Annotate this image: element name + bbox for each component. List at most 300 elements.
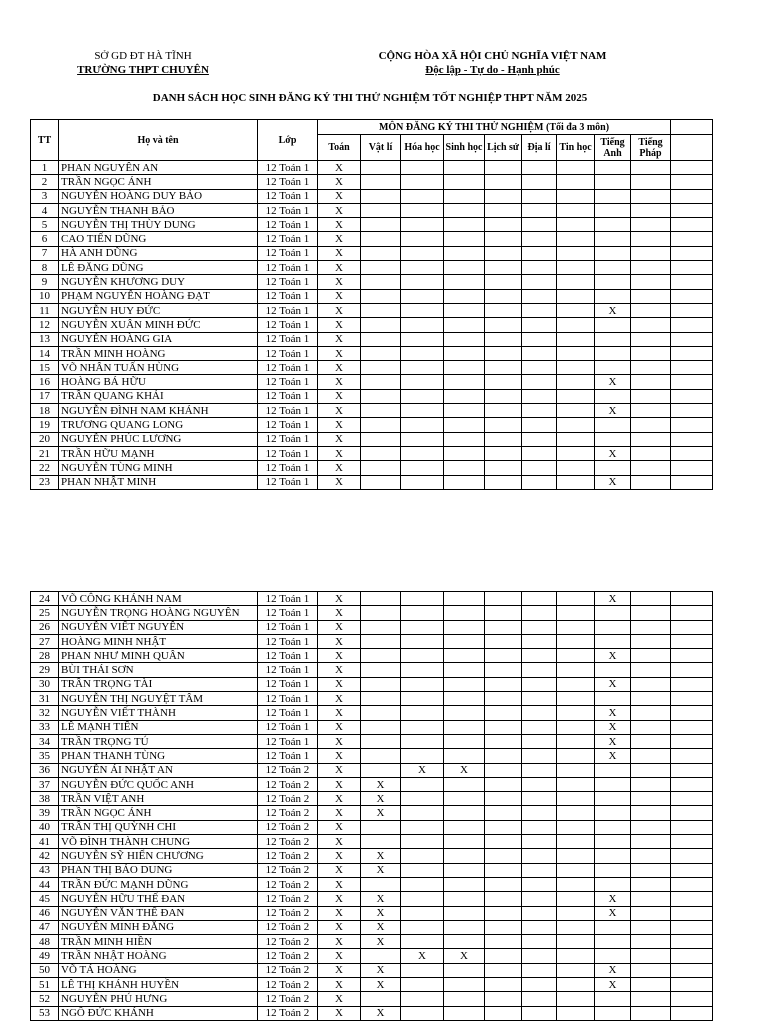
subject-mark-cell: X [318, 318, 361, 332]
subject-mark-cell [444, 246, 485, 260]
subject-mark-cell [401, 806, 444, 820]
table-row [31, 649, 713, 663]
subject-mark-cell [361, 432, 401, 446]
row-number: 16 [31, 375, 59, 389]
subject-mark-cell [557, 203, 595, 217]
subject-mark-cell [522, 820, 557, 834]
extra-cell [671, 446, 713, 460]
subject-mark-cell [485, 763, 522, 777]
subject-mark-cell [557, 189, 595, 203]
subject-mark-cell [631, 820, 671, 834]
student-name: LÊ MẠNH TIẾN [59, 720, 258, 734]
table-row [31, 820, 713, 834]
extra-cell [671, 275, 713, 289]
row-number: 17 [31, 389, 59, 403]
subject-mark-cell [485, 318, 522, 332]
extra-cell [671, 432, 713, 446]
subject-mark-cell [361, 389, 401, 403]
row-number: 28 [31, 649, 59, 663]
student-name: TRƯƠNG QUANG LONG [59, 418, 258, 432]
subject-mark-cell [557, 1006, 595, 1020]
student-name: NGUYỄN THỊ NGUYỆT TÂM [59, 692, 258, 706]
student-class: 12 Toán 2 [258, 835, 318, 849]
subject-mark-cell [631, 849, 671, 863]
table-row [31, 475, 713, 489]
subject-mark-cell [485, 877, 522, 891]
subject-mark-cell [444, 289, 485, 303]
student-name: PHAN THỊ BẢO DUNG [59, 863, 258, 877]
subject-mark-cell [631, 461, 671, 475]
subject-mark-cell [631, 892, 671, 906]
subject-mark-cell [361, 303, 401, 317]
student-class: 12 Toán 1 [258, 432, 318, 446]
table-row [31, 835, 713, 849]
subject-mark-cell [557, 432, 595, 446]
student-class: 12 Toán 1 [258, 677, 318, 691]
student-name: CAO TIẾN DŨNG [59, 232, 258, 246]
subject-mark-cell [522, 620, 557, 634]
student-class: 12 Toán 2 [258, 992, 318, 1006]
row-number: 30 [31, 677, 59, 691]
subject-mark-cell [522, 978, 557, 992]
subject-mark-cell [522, 892, 557, 906]
subject-mark-cell [444, 877, 485, 891]
subject-mark-cell [595, 418, 631, 432]
student-name: TRẦN ĐỨC MẠNH DŨNG [59, 877, 258, 891]
subject-mark-cell: X [318, 375, 361, 389]
subject-mark-cell [401, 820, 444, 834]
issuing-authority [68, 49, 218, 77]
subject-mark-cell [401, 346, 444, 360]
subject-mark-cell: X [318, 906, 361, 920]
table-row [31, 706, 713, 720]
subject-mark-cell [485, 806, 522, 820]
table-row [31, 203, 713, 217]
subject-mark-cell [631, 963, 671, 977]
extra-cell [671, 261, 713, 275]
subject-mark-cell: X [318, 361, 361, 375]
subject-mark-cell: X [595, 706, 631, 720]
subject-mark-cell: X [318, 175, 361, 189]
row-number: 26 [31, 620, 59, 634]
row-number: 13 [31, 332, 59, 346]
student-name: NGUYỄN TRỌNG HOÀNG NGUYÊN [59, 606, 258, 620]
row-number: 27 [31, 634, 59, 648]
subject-mark-cell [444, 592, 485, 606]
subject-mark-cell [401, 692, 444, 706]
subject-mark-cell [522, 592, 557, 606]
subject-mark-cell [522, 389, 557, 403]
extra-cell [671, 777, 713, 791]
table-row [31, 892, 713, 906]
subject-mark-cell [444, 318, 485, 332]
student-name: HÀ ANH DŨNG [59, 246, 258, 260]
subject-mark-cell: X [318, 849, 361, 863]
table-row [31, 620, 713, 634]
subject-mark-cell [361, 289, 401, 303]
subject-mark-cell [444, 175, 485, 189]
extra-cell [671, 992, 713, 1006]
student-class: 12 Toán 1 [258, 261, 318, 275]
subject-mark-cell [361, 734, 401, 748]
extra-cell [671, 203, 713, 217]
subject-mark-cell [485, 663, 522, 677]
subject-mark-cell: X [318, 806, 361, 820]
row-number: 51 [31, 978, 59, 992]
row-number: 22 [31, 461, 59, 475]
subject-mark-cell [631, 375, 671, 389]
subject-mark-cell [522, 446, 557, 460]
subject-mark-cell [485, 935, 522, 949]
student-name: VÕ TÁ HOÀNG [59, 963, 258, 977]
extra-cell [671, 692, 713, 706]
subject-mark-cell [401, 992, 444, 1006]
subject-mark-cell [557, 620, 595, 634]
subject-mark-cell [485, 777, 522, 791]
extra-cell [671, 835, 713, 849]
subject-mark-cell [557, 978, 595, 992]
subject-mark-cell [485, 606, 522, 620]
subject-mark-cell [485, 978, 522, 992]
subject-mark-cell [485, 920, 522, 934]
subject-mark-cell [444, 892, 485, 906]
subject-mark-cell [631, 835, 671, 849]
student-name: LÊ THỊ KHÁNH HUYỀN [59, 978, 258, 992]
extra-cell [671, 920, 713, 934]
school-name: TRƯỜNG THPT CHUYÊN [77, 64, 209, 76]
subject-mark-cell: X [361, 978, 401, 992]
student-name: PHAN NHẬT MINH [59, 475, 258, 489]
col-header-class: Lớp [258, 120, 318, 161]
subject-mark-cell: X [318, 418, 361, 432]
subject-mark-cell: X [595, 475, 631, 489]
subject-mark-cell: X [318, 389, 361, 403]
table-row [31, 318, 713, 332]
table-row [31, 289, 713, 303]
col-header-subject: Vật lí [361, 135, 401, 161]
row-number: 32 [31, 706, 59, 720]
extra-cell [671, 720, 713, 734]
subject-mark-cell [444, 346, 485, 360]
subject-mark-cell [631, 432, 671, 446]
extra-cell [671, 963, 713, 977]
subject-mark-cell: X [318, 763, 361, 777]
subject-mark-cell [485, 461, 522, 475]
subject-mark-cell: X [444, 949, 485, 963]
subject-mark-cell [361, 634, 401, 648]
subject-mark-cell: X [595, 749, 631, 763]
student-class: 12 Toán 1 [258, 375, 318, 389]
subject-mark-cell [631, 218, 671, 232]
subject-mark-cell [401, 863, 444, 877]
student-name: TRẦN NGỌC ÁNH [59, 175, 258, 189]
subject-mark-cell [522, 734, 557, 748]
extra-cell [671, 232, 713, 246]
subject-mark-cell [522, 906, 557, 920]
subject-mark-cell [595, 663, 631, 677]
subject-mark-cell [444, 706, 485, 720]
subject-mark-cell [401, 261, 444, 275]
student-name: NGUYỄN TÙNG MINH [59, 461, 258, 475]
subject-mark-cell [444, 275, 485, 289]
subject-mark-cell [522, 777, 557, 791]
table-row [31, 404, 713, 418]
subject-mark-cell [595, 389, 631, 403]
subject-mark-cell: X [318, 863, 361, 877]
subject-mark-cell: X [318, 289, 361, 303]
subject-mark-cell [401, 734, 444, 748]
table-row [31, 275, 713, 289]
subject-mark-cell [485, 863, 522, 877]
subject-mark-cell: X [318, 332, 361, 346]
subject-mark-cell: X [318, 949, 361, 963]
subject-mark-cell [631, 949, 671, 963]
subject-mark-cell [361, 663, 401, 677]
extra-cell [671, 404, 713, 418]
subject-mark-cell [485, 963, 522, 977]
subject-mark-cell [401, 389, 444, 403]
subject-mark-cell [557, 692, 595, 706]
subject-mark-cell [485, 346, 522, 360]
subject-mark-cell [401, 963, 444, 977]
table-row [31, 189, 713, 203]
subject-mark-cell [631, 189, 671, 203]
subject-mark-cell: X [595, 734, 631, 748]
subject-mark-cell [631, 404, 671, 418]
subject-mark-cell: X [318, 592, 361, 606]
extra-cell [671, 877, 713, 891]
subject-mark-cell [361, 161, 401, 175]
row-number: 12 [31, 318, 59, 332]
student-class: 12 Toán 2 [258, 863, 318, 877]
extra-cell [671, 418, 713, 432]
student-class: 12 Toán 1 [258, 404, 318, 418]
extra-cell [671, 978, 713, 992]
subject-mark-cell [631, 446, 671, 460]
subject-mark-cell [595, 189, 631, 203]
subject-mark-cell [595, 849, 631, 863]
col-header-tt: TT [31, 120, 59, 161]
subject-mark-cell [595, 203, 631, 217]
subject-mark-cell [557, 318, 595, 332]
subject-mark-cell [522, 792, 557, 806]
table-row [31, 332, 713, 346]
subject-mark-cell [557, 734, 595, 748]
subject-mark-cell [361, 203, 401, 217]
subject-mark-cell [595, 949, 631, 963]
table-row [31, 877, 713, 891]
table-row [31, 361, 713, 375]
subject-mark-cell [595, 218, 631, 232]
extra-cell [671, 289, 713, 303]
subject-mark-cell [444, 418, 485, 432]
subject-mark-cell [557, 606, 595, 620]
subject-mark-cell [557, 261, 595, 275]
subject-mark-cell [401, 246, 444, 260]
subject-mark-cell [444, 303, 485, 317]
table-row [31, 418, 713, 432]
subject-mark-cell [522, 963, 557, 977]
subject-mark-cell [557, 892, 595, 906]
subject-mark-cell [522, 649, 557, 663]
student-class: 12 Toán 1 [258, 606, 318, 620]
subject-mark-cell [444, 404, 485, 418]
table-row [31, 978, 713, 992]
extra-cell [671, 346, 713, 360]
table-row [31, 663, 713, 677]
subject-mark-cell [631, 606, 671, 620]
subject-mark-cell [631, 663, 671, 677]
subject-mark-cell [522, 161, 557, 175]
subject-mark-cell [444, 734, 485, 748]
subject-mark-cell [444, 863, 485, 877]
subject-mark-cell [557, 806, 595, 820]
subject-mark-cell [444, 261, 485, 275]
subject-mark-cell [595, 763, 631, 777]
subject-mark-cell [485, 161, 522, 175]
table-row [31, 749, 713, 763]
extra-cell [671, 949, 713, 963]
subject-mark-cell [401, 275, 444, 289]
subject-mark-cell [485, 592, 522, 606]
subject-mark-cell: X [361, 963, 401, 977]
subject-mark-cell: X [318, 218, 361, 232]
subject-mark-cell [361, 949, 401, 963]
extra-cell [671, 820, 713, 834]
subject-mark-cell [557, 275, 595, 289]
student-class: 12 Toán 2 [258, 792, 318, 806]
student-name: NGUYỄN MINH ĐĂNG [59, 920, 258, 934]
table-row [31, 232, 713, 246]
row-number: 45 [31, 892, 59, 906]
subject-mark-cell [401, 677, 444, 691]
extra-cell [671, 592, 713, 606]
subject-mark-cell: X [318, 935, 361, 949]
row-number: 15 [31, 361, 59, 375]
subject-mark-cell: X [318, 920, 361, 934]
student-class: 12 Toán 2 [258, 1006, 318, 1020]
subject-mark-cell [557, 361, 595, 375]
table-row [31, 634, 713, 648]
col-header-blank [671, 120, 713, 135]
subject-mark-cell [401, 461, 444, 475]
row-number: 34 [31, 734, 59, 748]
extra-cell [671, 649, 713, 663]
subject-mark-cell: X [318, 606, 361, 620]
student-name: VÕ CÔNG KHÁNH NAM [59, 592, 258, 606]
subject-mark-cell [361, 461, 401, 475]
subject-mark-cell [595, 361, 631, 375]
student-class: 12 Toán 1 [258, 189, 318, 203]
student-name: TRẦN TRỌNG TÚ [59, 734, 258, 748]
subject-mark-cell [485, 203, 522, 217]
subject-mark-cell [485, 361, 522, 375]
student-class: 12 Toán 1 [258, 246, 318, 260]
extra-cell [671, 677, 713, 691]
student-class: 12 Toán 1 [258, 461, 318, 475]
table-body-part2 [31, 592, 713, 1021]
row-number: 3 [31, 189, 59, 203]
table-row [31, 606, 713, 620]
subject-mark-cell [631, 806, 671, 820]
row-number: 33 [31, 720, 59, 734]
subject-mark-cell [522, 175, 557, 189]
subject-mark-cell [557, 375, 595, 389]
student-name: TRẦN QUANG KHẢI [59, 389, 258, 403]
col-header-subject: Tiếng Pháp [631, 135, 671, 161]
extra-cell [671, 246, 713, 260]
subject-mark-cell [361, 332, 401, 346]
subject-mark-cell [557, 475, 595, 489]
subject-mark-cell [401, 634, 444, 648]
subject-mark-cell [522, 749, 557, 763]
subject-mark-cell [631, 1006, 671, 1020]
subject-mark-cell [631, 906, 671, 920]
student-class: 12 Toán 1 [258, 649, 318, 663]
subject-mark-cell [401, 706, 444, 720]
row-number: 31 [31, 692, 59, 706]
subject-mark-cell [522, 318, 557, 332]
subject-mark-cell [444, 232, 485, 246]
subject-mark-cell: X [318, 706, 361, 720]
subject-mark-cell [595, 835, 631, 849]
subject-mark-cell [444, 849, 485, 863]
row-number: 11 [31, 303, 59, 317]
row-number: 19 [31, 418, 59, 432]
table-row [31, 963, 713, 977]
subject-mark-cell [522, 404, 557, 418]
country-name: CỘNG HÒA XÃ HỘI CHỦ NGHĨA VIỆT NAM [378, 50, 607, 62]
subject-mark-cell [485, 692, 522, 706]
student-class: 12 Toán 1 [258, 720, 318, 734]
student-class: 12 Toán 1 [258, 692, 318, 706]
table-body-part1 [31, 161, 713, 490]
subject-mark-cell [595, 606, 631, 620]
subject-mark-cell [595, 175, 631, 189]
student-name: NGUYỄN ĐỨC QUỐC ANH [59, 777, 258, 791]
student-name: NGUYỄN SỸ HIỂN CHƯƠNG [59, 849, 258, 863]
subject-mark-cell: X [361, 863, 401, 877]
subject-mark-cell [522, 1006, 557, 1020]
subject-mark-cell [444, 777, 485, 791]
subject-mark-cell [557, 749, 595, 763]
row-number: 50 [31, 963, 59, 977]
student-name: TRẦN MINH HOÀNG [59, 346, 258, 360]
subject-mark-cell [631, 289, 671, 303]
extra-cell [671, 189, 713, 203]
subject-mark-cell: X [318, 432, 361, 446]
subject-mark-cell [631, 792, 671, 806]
student-class: 12 Toán 1 [258, 232, 318, 246]
subject-mark-cell [595, 1006, 631, 1020]
subject-mark-cell [595, 346, 631, 360]
subject-mark-cell [595, 332, 631, 346]
subject-mark-cell [485, 175, 522, 189]
table-row [31, 218, 713, 232]
subject-mark-cell [557, 920, 595, 934]
student-name: NGUYỄN HOÀNG DUY BẢO [59, 189, 258, 203]
subject-mark-cell [444, 361, 485, 375]
subject-mark-cell [361, 992, 401, 1006]
extra-cell [671, 303, 713, 317]
subject-mark-cell [401, 777, 444, 791]
subject-mark-cell [557, 949, 595, 963]
subject-mark-cell [522, 863, 557, 877]
subject-mark-cell [631, 677, 671, 691]
row-number: 39 [31, 806, 59, 820]
table-row [31, 734, 713, 748]
subject-mark-cell [444, 332, 485, 346]
